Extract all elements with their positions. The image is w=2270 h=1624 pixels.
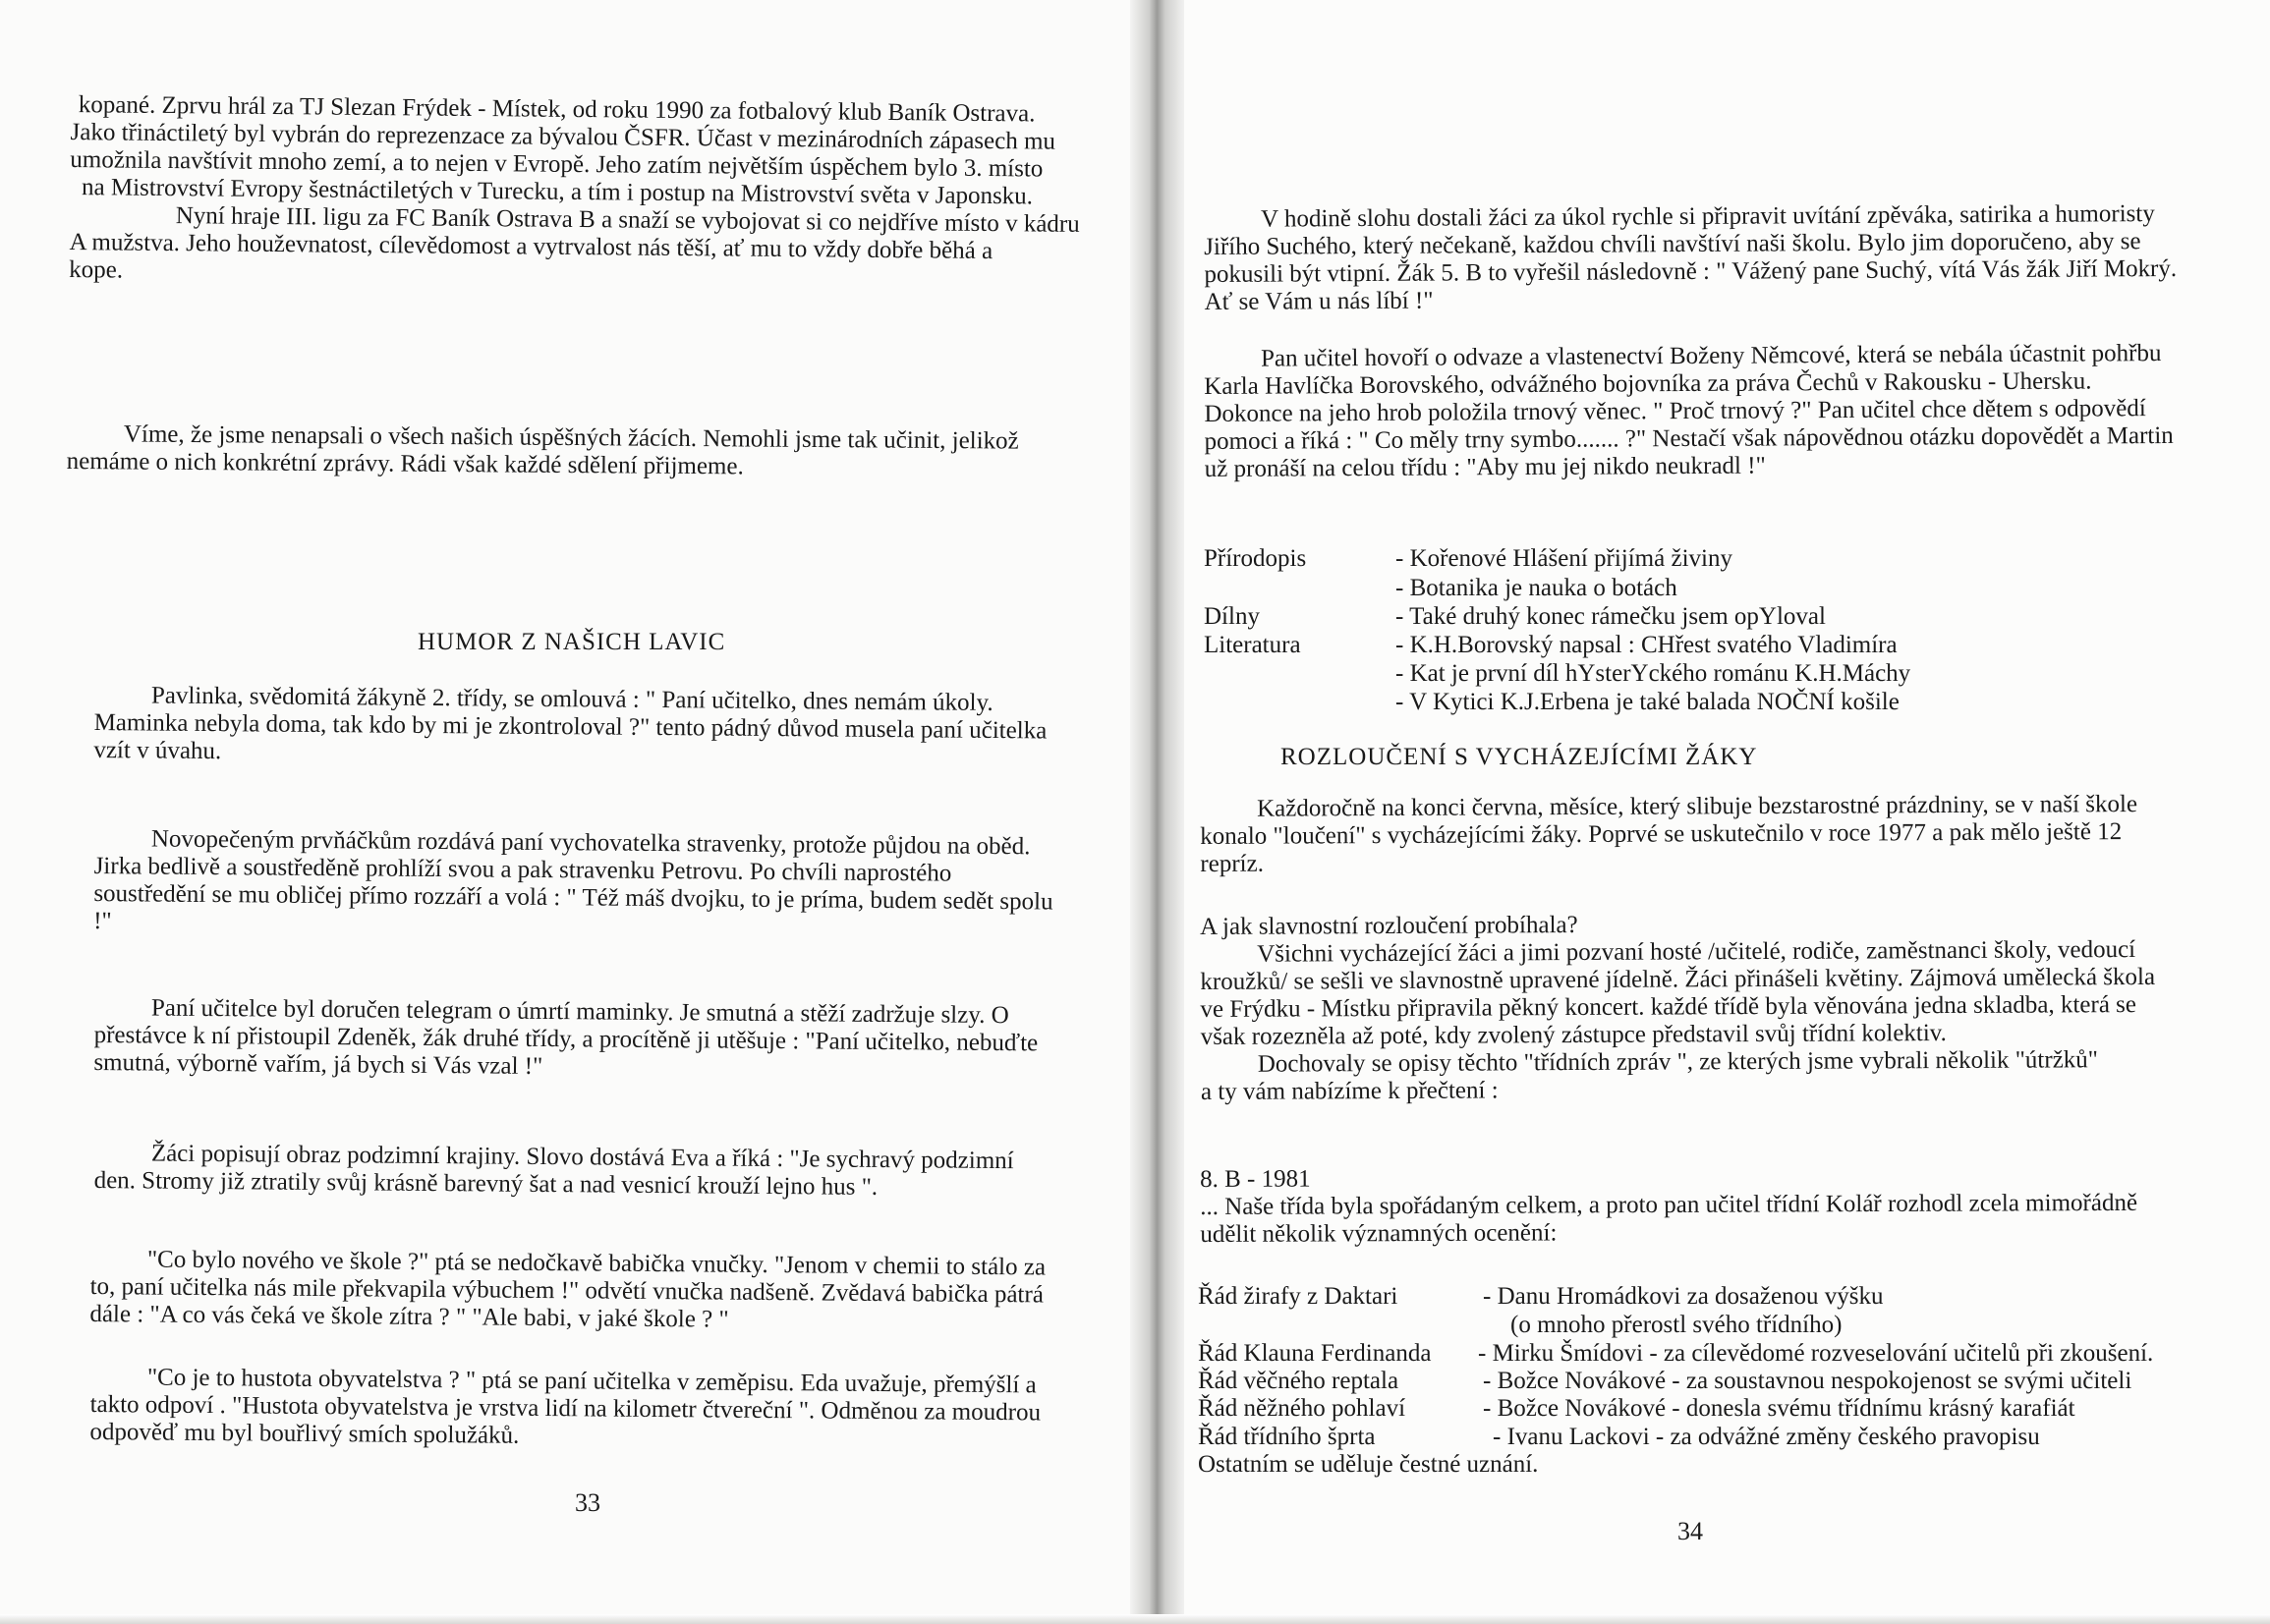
class-report [1200,1162,2197,1249]
page-number: 33 [575,1488,600,1517]
text-line: ve Frýdku - Místku připravila pěkný koncert. každé třídě byla věnována jedna skladba, která se [1200,991,2137,1023]
subject-joke: - K.H.Borovský napsal : CHřest svatého Vladimíra [1395,632,1898,658]
award-text: - Božce Novákové - za soustavnou nespokojenost se svými učiteli [1483,1368,2132,1394]
text-line: pokusili být vtipní. Žák 5. B to vyřešil následovně : " Vážený pane Suchý, vítá Vás žák Jiří Mokrý. [1204,254,2178,288]
award-text: - Mirku Šmídovi - za cílevědomé rozveselování učitelů při zkoušení. [1478,1340,2154,1367]
text-line: Karla Havlíčka Borovského, odvážného bojovníka za práva Čechů v Rakousku - Uhersku. [1204,367,2092,400]
text-line: ... Naše třída byla spořádaným celkem, a proto pan učitel třídní Kolář rozhodl zcela mimořádně [1200,1189,2138,1220]
text-line: "Co je to hustota obyvatelstva ? " ptá se paní učitelka v zeměpisu. Eda uvažuje, přemýšlí a [146,1364,1037,1399]
award-label: Řád žirafy z Daktari [1198,1283,1398,1310]
award-label: Řád třídního šprta [1198,1424,1376,1450]
text-line: takto odpoví . "Hustota obyvatelstva je vrstva lidí na kilometr čtvereční ". Odměnou za moudrou [89,1390,1042,1427]
text-line: to, paní učitelka nás mile překvapila výbuchem !" odvětí vnučka nadšeně. Zvědavá babička pátrá [89,1272,1044,1309]
award-text: - Ivanu Lackovi - za odvážné změny českého pravopisu [1493,1424,2040,1450]
text-line: Jako třináctiletý byl vybrán do reprezenzace za bývalou ČSFR. Účast v mezinárodních zápasech mu [70,119,1056,155]
text-line: kroužků/ se sešli ve slavnostně upravené jídelně. Žáci přinášeli květiny. Zájmová umělecká škola [1200,963,2156,995]
text-line: pomoci a říká : " Co měly trny symbo....... ?" Nestačí však nápovědnou otázku dopovědět a Martin [1204,421,2174,455]
text-line: smutná, výborně vařím, já bych si Vás vzal !" [93,1048,543,1080]
award-label: Řád věčného reptala [1198,1368,1399,1394]
text-line: kopané. Zprvu hrál za TJ Slezan Frýdek - Místek, od roku 1990 za fotbalový klub Baník Ostrava. [78,91,1036,128]
text-line: V hodině slohu dostali žáci za úkol rychle si připravit uvítání zpěváka, satirika a humoristy [1260,200,2155,233]
text-line: den. Stromy již ztratily svůj krásně barevný šat a nad vesnicí krouží lejno hus ". [93,1166,879,1201]
text-line: Paní učitelce byl doručen telegram o úmrtí maminky. Je smutná a stěží zadržuje slzy. O [150,994,1009,1030]
anecdote-6 [89,1364,1103,1455]
text-line: soustředění se mu obličej přímo rozzáří a volá : " Též máš dvojku, to je príma, budem sedět spolu [93,879,1053,916]
text-line: však rozezněla až poté, kdy zvolený zástupce představil svůj třídní kolektiv. [1200,1020,1947,1050]
anecdote-1 [93,682,1107,773]
text-line: na Mistrovství Evropy šestnáctiletých v Turecku, a tím i postup na Mistrovství světa v Japonsku. [81,174,1034,210]
text-line: kope. [69,256,124,284]
right-page [1145,0,2270,1624]
intro-paragraph [65,91,1099,294]
subject-joke: - Také druhý konec rámečku jsem opYloval [1395,603,1826,630]
text-line: Všichni vycházející žáci a jimi pozvaní hosté /učitelé, rodiče, zaměstnanci školy, vedoucí [1257,936,2136,968]
text-line: Žáci popisují obraz podzimní krajiny. Slovo dostává Eva a říká : "Je sychravý podzimní [150,1140,1014,1175]
text-line: nemáme o nich konkrétní zprávy. Rádi však každé sdělení přijmeme. [66,447,744,480]
page-bottom-edge [0,1614,2270,1624]
subject-joke: - Kořenové Hlášení přijímá živiny [1395,545,1732,572]
subject-joke: - V Kytici K.J.Erbena je také balada NOČNÍ košile [1395,689,1900,715]
text-line: už pronáší na celou třídu : "Aby mu jej nikdo neukradl !" [1204,452,1766,482]
text-line: Maminka nebyla doma, tak kdo by mi je zkontroloval ?" tento pádný důvod musela paní učitelka [93,708,1048,745]
text-line: "Co bylo nového ve škole ?" ptá se nedočkavě babička vnučky. "Jenom v chemii to stálo za [146,1246,1047,1281]
subject-label: Dílny [1204,603,1260,630]
text-line: Pavlinka, svědomitá žákyně 2. třídy, se omlouvá : " Paní učitelko, dnes nemám úkoly. [150,682,993,716]
subject-label: Literatura [1204,632,1301,658]
subject-label: Přírodopis [1204,545,1307,572]
question-line: A jak slavnostní rozloučení probíhala? [1200,911,1578,940]
text-line: !" [93,907,112,935]
text-line: Novopečeným prvňáčkům rozdává paní vychovatelka stravenky, protože půjdou na oběd. [150,825,1031,861]
text-line: konalo "loučení" s vycházejícími žáky. Poprvé se uskutečnilo v roce 1977 a pak mělo ještě 12 [1200,818,2123,850]
text-line: umožnila navštívit mnoho zemí, a to nejen v Evropě. Jeho zatím největším úspěchem bylo 3. místo [70,146,1044,183]
farewell-paragraph [1200,791,2197,878]
text-line: Pan učitel hovoří o odvaze a vlastenectví Boženy Němcové, která se nebála účastnit pohřbu [1260,340,2162,372]
award-text: (o mnoho přerostl svého třídního) [1510,1312,1843,1338]
award-text: - Božce Novákové - donesla svému třídnímu krásný karafiát [1483,1395,2075,1422]
nemcova-paragraph [1204,340,2202,483]
text-line: repríz. [1200,850,1264,877]
text-line: odpověď mu byl bouřlivý smích spolužáků. [89,1418,520,1449]
awards-footer: Ostatním se uděluje čestné uznání. [1198,1451,1539,1478]
anecdote-4 [94,1140,1107,1204]
farewell-heading: ROZLOUČENÍ S VYCHÁZEJÍCÍMI ŽÁKY [1280,744,1758,770]
subject-joke: - Kat je první díl hYsterYckého románu K.H.Máchy [1395,660,1911,687]
text-line: Jiřího Suchého, který nečekaně, každou chvíli navštíví naši školu. Bylo jim doporučeno, aby se [1204,228,2141,260]
anecdote-5 [89,1246,1103,1337]
text-line: dále : "A co vás čeká ve škole zítra ? " "Ale babi, v jaké škole ? " [89,1300,729,1333]
text-line: přestávce k ní přistoupil Zdeněk, žák druhé třídy, a procítěně ji utěšuje : "Paní učitelko, nebuďte [93,1021,1039,1057]
text-line: a ty vám nabízíme k přečtení : [1200,1077,1499,1105]
text-line: A mužstva. Jeho houževnatost, cílevědomost a vytrvalost nás těší, ať mu to vždy dobře běhá a [69,229,993,265]
award-label: Řád Klauna Ferdinanda [1198,1340,1432,1367]
text-line: Každoročně na konci června, měsíce, který slibuje bezstarostné prázdniny, se v naší škole [1256,791,2138,822]
text-line: Dokonce na jeho hrob položila trnový věnec. " Proč trnový ?" Pan učitel chce dětem s odpovědí [1204,395,2146,427]
class-label: 8. B - 1981 [1200,1165,1311,1193]
page-number: 34 [1677,1517,1703,1545]
humor-heading: HUMOR Z NAŠICH LAVIC [418,629,726,655]
text-line: Víme, že jsme nenapsali o všech našich úspěšných žácích. Nemohli jsme tak učinit, jelikož [123,420,1019,455]
award-text: - Danu Hromádkovi za dosaženou výšku [1483,1283,1884,1310]
text-line: Jirka bedlivě a soustředěně prohlíží svou a pak stravenku Petrovu. Po chvíli naprostého [93,852,952,887]
subject-joke: - Botanika je nauka o botách [1395,575,1677,601]
text-line: vzít v úvahu. [93,736,222,765]
award-label: Řád něžného pohlaví [1198,1395,1406,1422]
celebration-section [1200,909,2198,1106]
anecdote-3 [93,994,1107,1086]
closing-paragraph [67,420,1099,483]
text-line: Ať se Vám u nás líbí !" [1204,287,1434,315]
text-line: udělit několik významných ocenění: [1200,1219,1558,1248]
anecdote-2 [93,825,1107,944]
book-gutter [1130,0,1184,1624]
text-line: Nyní hraje III. ligu za FC Baník Ostrava B a snaží se vybojovat si co nejdříve místo v kádru [175,202,1080,238]
singer-paragraph [1204,200,2202,316]
text-line: Dochovaly se opisy těchto "třídních zpráv ", ze kterých jsme vybrali několik "útržků" [1257,1046,2099,1078]
